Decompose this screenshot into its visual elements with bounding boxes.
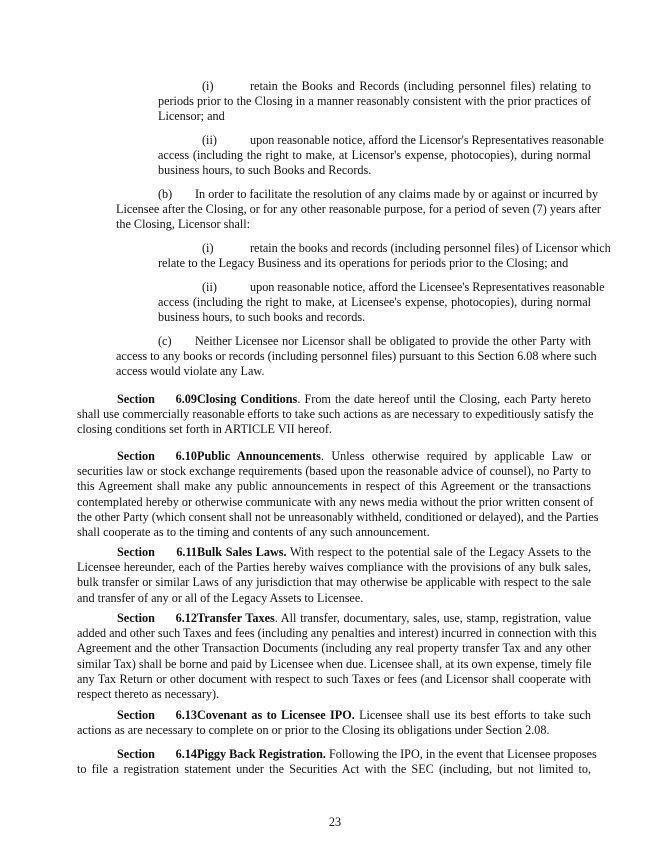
clause-text-line: business hours, to such books and records.: [158, 310, 366, 325]
clause-text-line: Licensee after the Closing, or for any other reasonable purpose, for a period of seven (7) years after: [116, 202, 601, 217]
section-text-line: contemplated hereby or otherwise communicate with any news media without the prior written consent of: [77, 494, 594, 509]
section-heading: Section 6.10: [117, 449, 197, 463]
section-text-line: securities law or stock exchange requirements (based upon the reasonable advice of counsel), no Party to: [77, 464, 591, 479]
section-text: With respect to the potential sale of the Legacy Assets to the: [286, 545, 591, 559]
section-text: Following the IPO, in the event that Licensee proposes: [325, 747, 597, 761]
clause-text-line: access to any books or records (including personnel files) pursuant to this Section 6.08 where such: [116, 349, 597, 364]
section-text-line: this Agreement shall make any public announcements in respect of this Agreement or the transactions: [77, 479, 591, 494]
section-title: Piggy Back Registration.: [197, 747, 326, 761]
section-heading: Section 6.14: [117, 747, 197, 761]
section-6-14: [77, 747, 597, 777]
clause-text-line: Neither Licensee nor Licensor shall be obligated to provide the other Party with: [195, 334, 591, 348]
clause-text-line: the Closing, Licensor shall:: [116, 217, 251, 232]
clause-text-line: access (including the right to make, at Licensee's expense, photocopies), during normal: [158, 295, 591, 310]
section-text-line: the other Party (which consent shall not be unreasonably withheld, conditioned or delayed), and the Parties: [77, 509, 599, 524]
clause-b-i: [158, 241, 611, 271]
section-text-line: actions as are necessary to complete on or prior to the Closing its obligations under Section 2.08.: [77, 723, 550, 738]
clause-text-line: Licensor; and: [158, 109, 225, 124]
section-text-line: added and other such Taxes and fees (including any penalties and interest) incurred in connection with this: [77, 626, 597, 641]
section-text-line: shall cooperate as to the timing and contents of any such announcement.: [77, 525, 430, 540]
clause-a-ii: [158, 133, 604, 179]
section-6-13: [77, 708, 591, 738]
clause-number: (ii): [202, 280, 217, 294]
section-title: Closing Conditions: [197, 392, 298, 406]
section-6-10: [77, 449, 599, 540]
section-text-line: bulk transfer or similar Laws of any jurisdiction that may otherwise be applicable with respect to the sale: [77, 575, 591, 590]
clause-number: (ii): [202, 133, 217, 147]
section-text-line: Licensee hereunder, each of the Parties hereby waives compliance with the provisions of any bulk sales,: [77, 560, 591, 575]
section-text-line: any Tax Return or other document with respect to such Taxes or fees (and Licensor shall cooperate with: [77, 671, 591, 686]
clause-text-line: periods prior to the Closing in a manner reasonably consistent with the prior practices of: [158, 94, 591, 109]
section-text-line: respect thereto as necessary).: [77, 687, 220, 702]
section-text: . All transfer, documentary, sales, use, stamp, registration, value: [274, 611, 591, 625]
clause-c: [116, 334, 597, 380]
section-heading: Section 6.13: [117, 708, 197, 722]
clause-number: (c): [158, 334, 172, 348]
page-number: 23: [328, 815, 342, 829]
section-text-line: Agreement and the other Transaction Documents (including any real property transfer Tax and any other: [77, 641, 591, 656]
clause-text-line: In order to facilitate the resolution of any claims made by or against or incurred by: [195, 187, 599, 201]
clause-number: (b): [158, 187, 173, 201]
section-text-line: closing conditions set forth in ARTICLE VII hereof.: [77, 422, 332, 437]
clause-text-line: retain the Books and Records (including personnel files) relating to: [250, 79, 591, 93]
clause-b-ii: [158, 280, 605, 326]
section-text: . Unless otherwise required by applicable Law or: [320, 449, 592, 463]
section-title: Bulk Sales Laws.: [197, 545, 287, 559]
clause-text-line: retain the books and records (including personnel files) of Licensor which: [250, 241, 611, 255]
section-heading: Section 6.12: [117, 611, 197, 625]
clause-number: (i): [202, 241, 214, 255]
section-text-line: to file a registration statement under the Securities Act with the SEC (including, but not limited to,: [77, 762, 591, 777]
clause-text-line: access would violate any Law.: [116, 364, 265, 379]
section-6-11: [77, 545, 591, 606]
section-title: Transfer Taxes: [197, 611, 275, 625]
section-text-line: similar Tax) shall be borne and paid by Licensee when due. Licensee shall, at its own expense, timely file: [77, 656, 592, 671]
clause-b: [116, 187, 601, 233]
clause-text-line: relate to the Legacy Business and its operations for periods prior to the Closing; and: [158, 256, 569, 271]
clause-text-line: business hours, to such Books and Records.: [158, 163, 372, 178]
section-6-09: [77, 392, 594, 438]
section-text-line: and transfer of any or all of the Legacy Assets to Licensee.: [77, 590, 364, 605]
clause-text-line: upon reasonable notice, afford the Licensee's Representatives reasonable: [250, 280, 605, 294]
section-heading: Section 6.09: [117, 392, 197, 406]
section-title: Covenant as to Licensee IPO.: [197, 708, 355, 722]
section-text: . From the date hereof until the Closing, each Party hereto: [297, 392, 591, 406]
clause-a-i: [158, 79, 591, 125]
clause-text-line: access (including the right to make, at Licensor's expense, photocopies), during normal: [158, 148, 591, 163]
section-title: Public Announcements: [197, 449, 321, 463]
section-6-12: [77, 611, 597, 702]
section-heading: Section 6.11: [117, 545, 197, 559]
clause-number: (i): [202, 79, 214, 93]
section-text: Licensee shall use its best efforts to take such: [354, 708, 592, 722]
section-text-line: shall use commercially reasonable efforts to take such actions as are necessary to expeditiously satisfy the: [77, 407, 594, 422]
clause-text-line: upon reasonable notice, afford the Licensor's Representatives reasonable: [250, 133, 604, 147]
